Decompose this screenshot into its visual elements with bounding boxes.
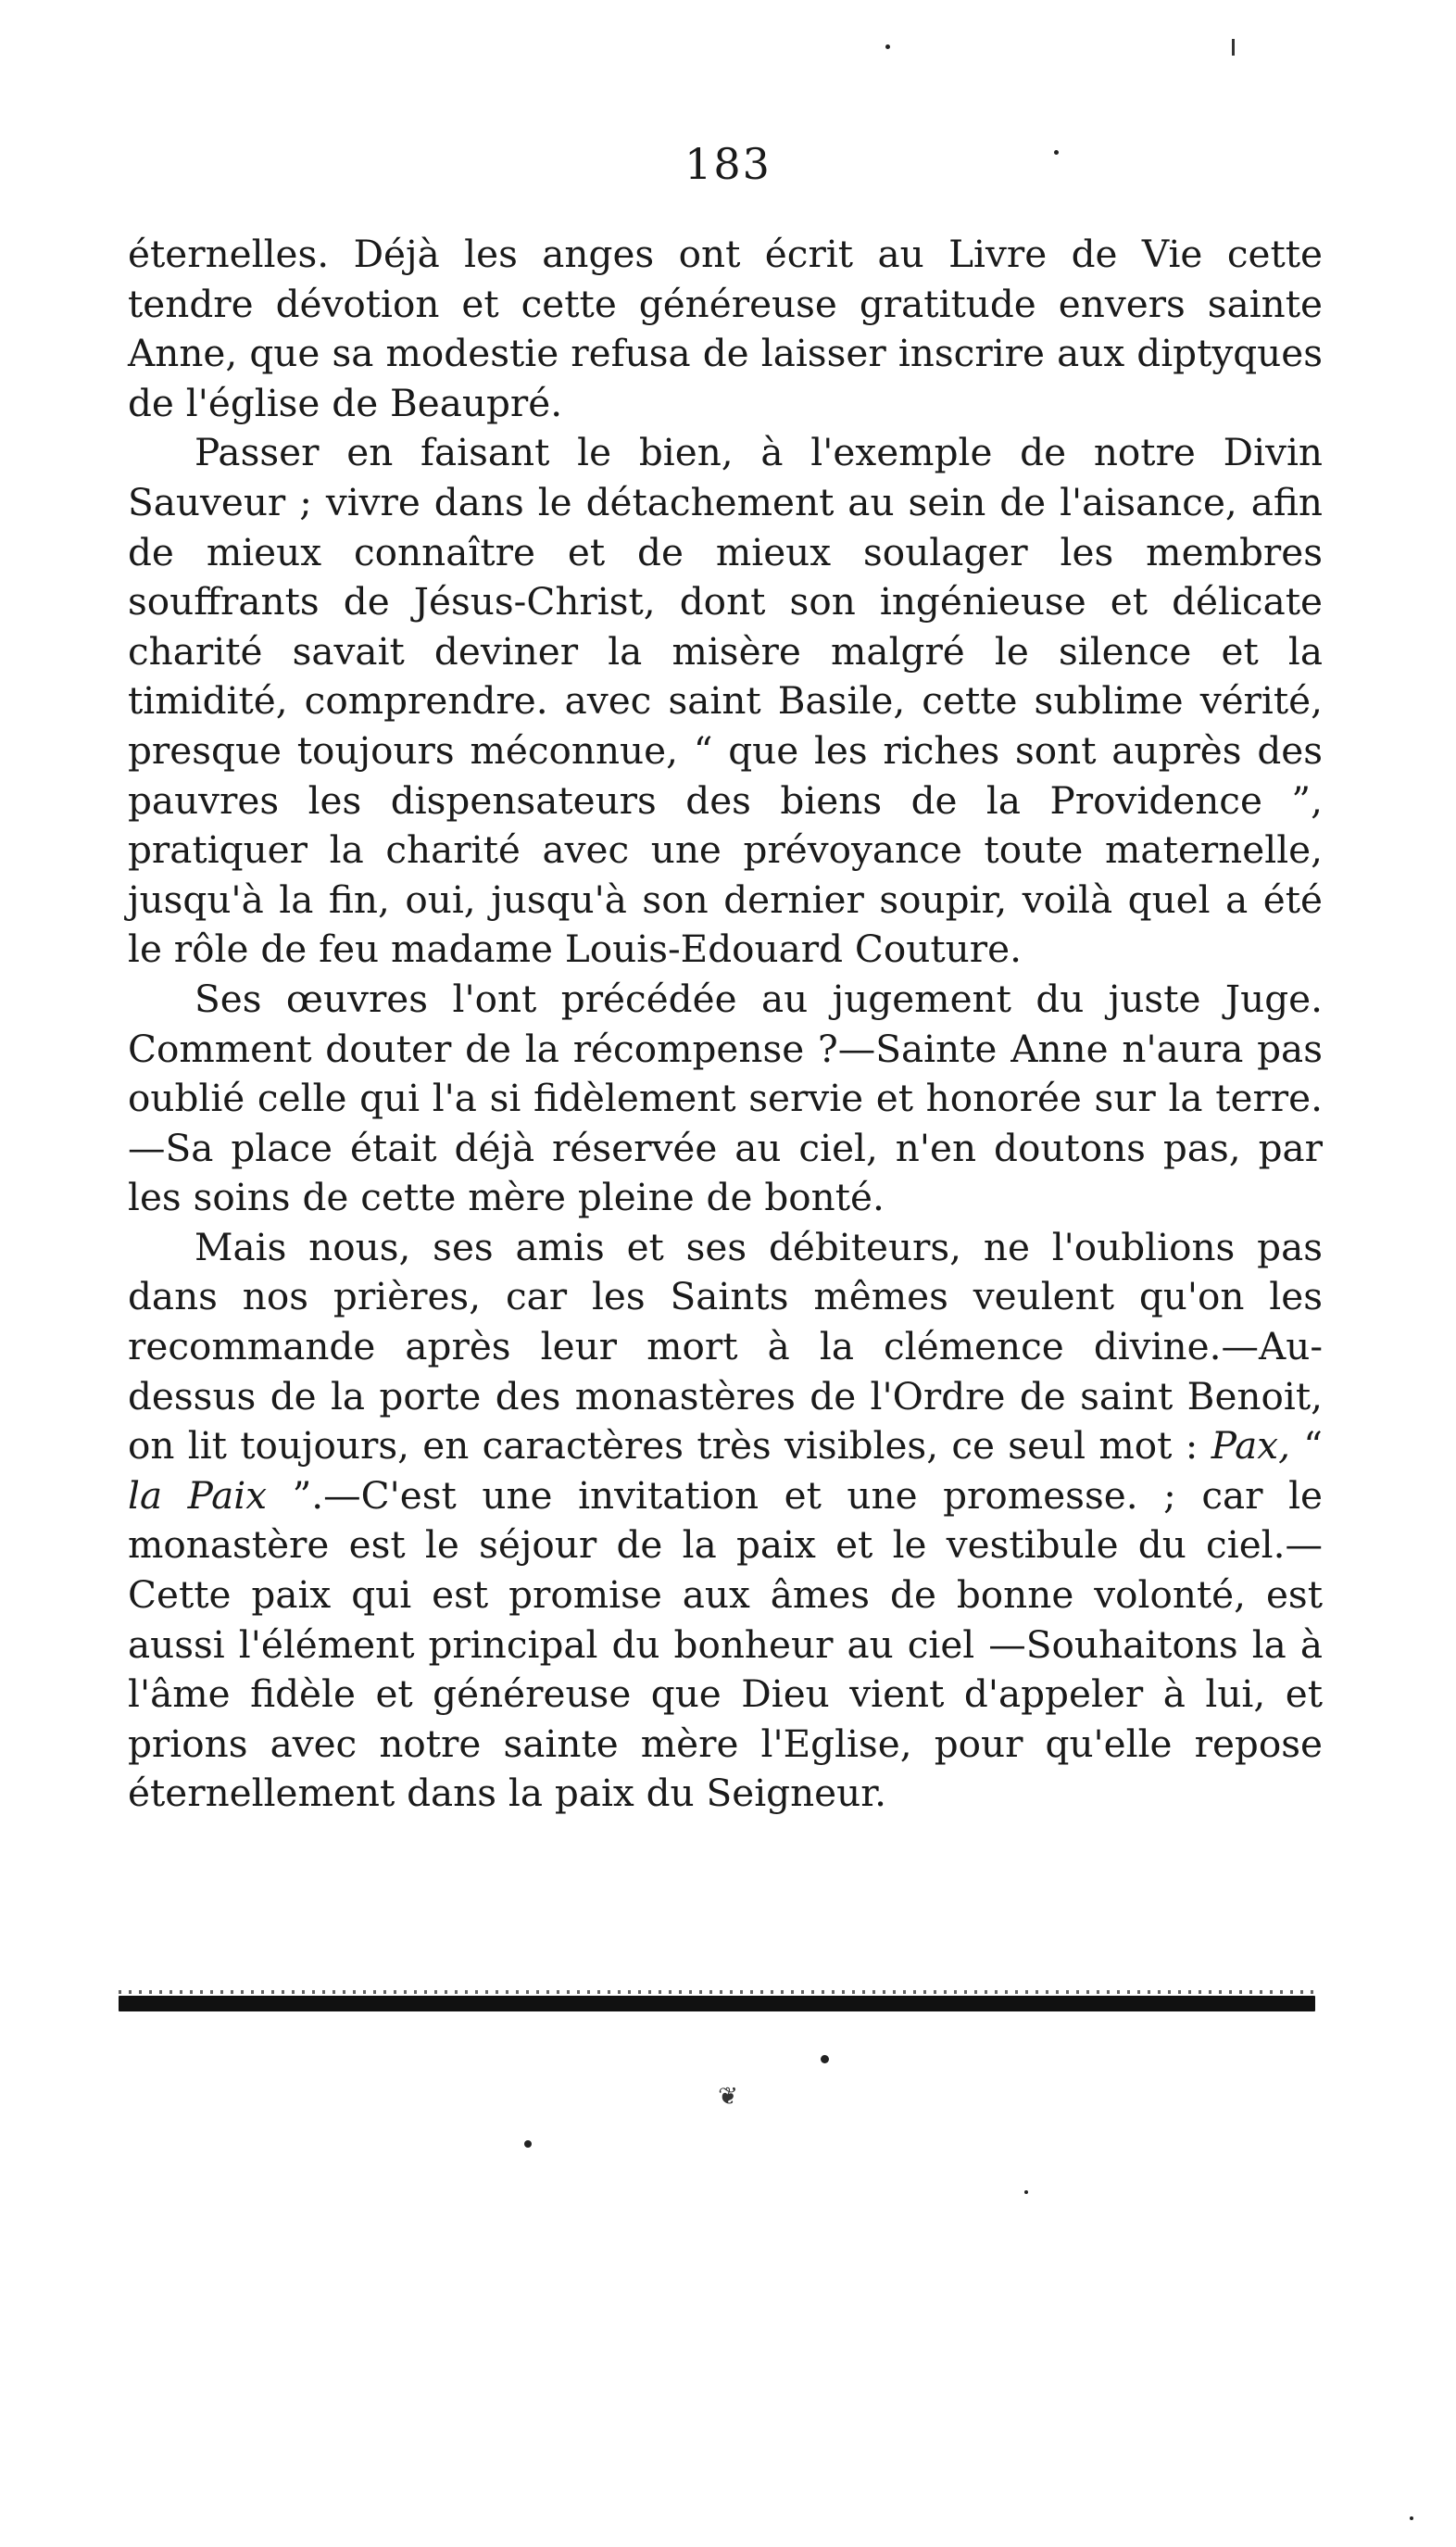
- printing-speck: [1410, 2516, 1413, 2520]
- paragraph-3: Ses œuvres l'ont précédée au jugement du juste Juge. Comment douter de la récompense ?—Sainte Anne n'aura pas oublié celle qui l'a si fidèlement servie et honorée sur la terre.—Sa place était déjà réservée au ciel, n'en doutons pas, par les soins de cette mère pleine de bonté.: [128, 976, 1323, 1220]
- paragraph-4: [128, 1223, 1323, 1819]
- printing-speck: [1024, 2190, 1028, 2194]
- page-number: 183: [684, 139, 772, 189]
- paragraph-1: éternelles. Déjà les anges ont écrit au Livre de Vie cette tendre dévotion et cette généreuse gratitude envers sainte Anne, que sa modestie refusa de laisser inscrire aux diptyques de l'église de Beaupré.: [128, 232, 1323, 425]
- body-text: [128, 230, 1323, 1819]
- paragraph-2: Passer en faisant le bien, à l'exemple de notre Divin Sauveur ; vivre dans le détachement au sein de l'aisance, afin de mieux connaître et de mieux soulager les membres souffrants de Jésus-Christ, dont son ingénieuse et délicate charité savait deviner la misère malgré le silence et la timidité, comprendre. avec saint Basile, cette sublime vérité, presque toujours méconnue, “ que les riches sont auprès des pauvres les dispensateurs des biens de la Providence ”, pratiquer la charité avec une prévoyance toute maternelle, jusqu'à la fin, oui, jusqu'à son dernier soupir, voilà quel a été le rôle de feu madame Louis-Edouard Couture.: [128, 430, 1323, 972]
- paragraph-4-italic-la-paix: la Paix: [128, 1472, 268, 1518]
- paragraph-4-text-after: ”.—C'est une invitation et une promesse. ; car le monastère est le séjour de la paix et le vestibule du ciel.—Cette paix qui est promise aux âmes de bonne volonté, est aussi l'élément principal du bonheur au ciel —Souhaitons la à l'âme fidèle et généreuse que Dieu vient d'appeler à lui, et prions avec notre sainte mère l'Eglise, pour qu'elle repose éternellement dans la paix du Seigneur.: [128, 1472, 1323, 1816]
- printing-speck: [885, 44, 890, 49]
- printing-mark: [1232, 39, 1235, 56]
- printing-speck: [524, 2140, 532, 2148]
- paragraph-4-text-before: Mais nous, ses amis et ses débiteurs, ne l'oublions pas dans nos prières, car les Saints mêmes veulent qu'on les recommande après leur mort à la clémence divine.—Au-dessus de la porte des monastères de l'Ordre de saint Benoit, on lit toujours, en caractères très visibles, ce seul mot :: [128, 1224, 1323, 1469]
- paragraph-4-italic-pax: Pax,: [1211, 1423, 1290, 1469]
- ornament-icon: ❦: [718, 2083, 738, 2111]
- paragraph-4-text-middle: “: [1289, 1423, 1323, 1469]
- printing-speck: [821, 2055, 829, 2063]
- horizontal-rule: [119, 1996, 1315, 2011]
